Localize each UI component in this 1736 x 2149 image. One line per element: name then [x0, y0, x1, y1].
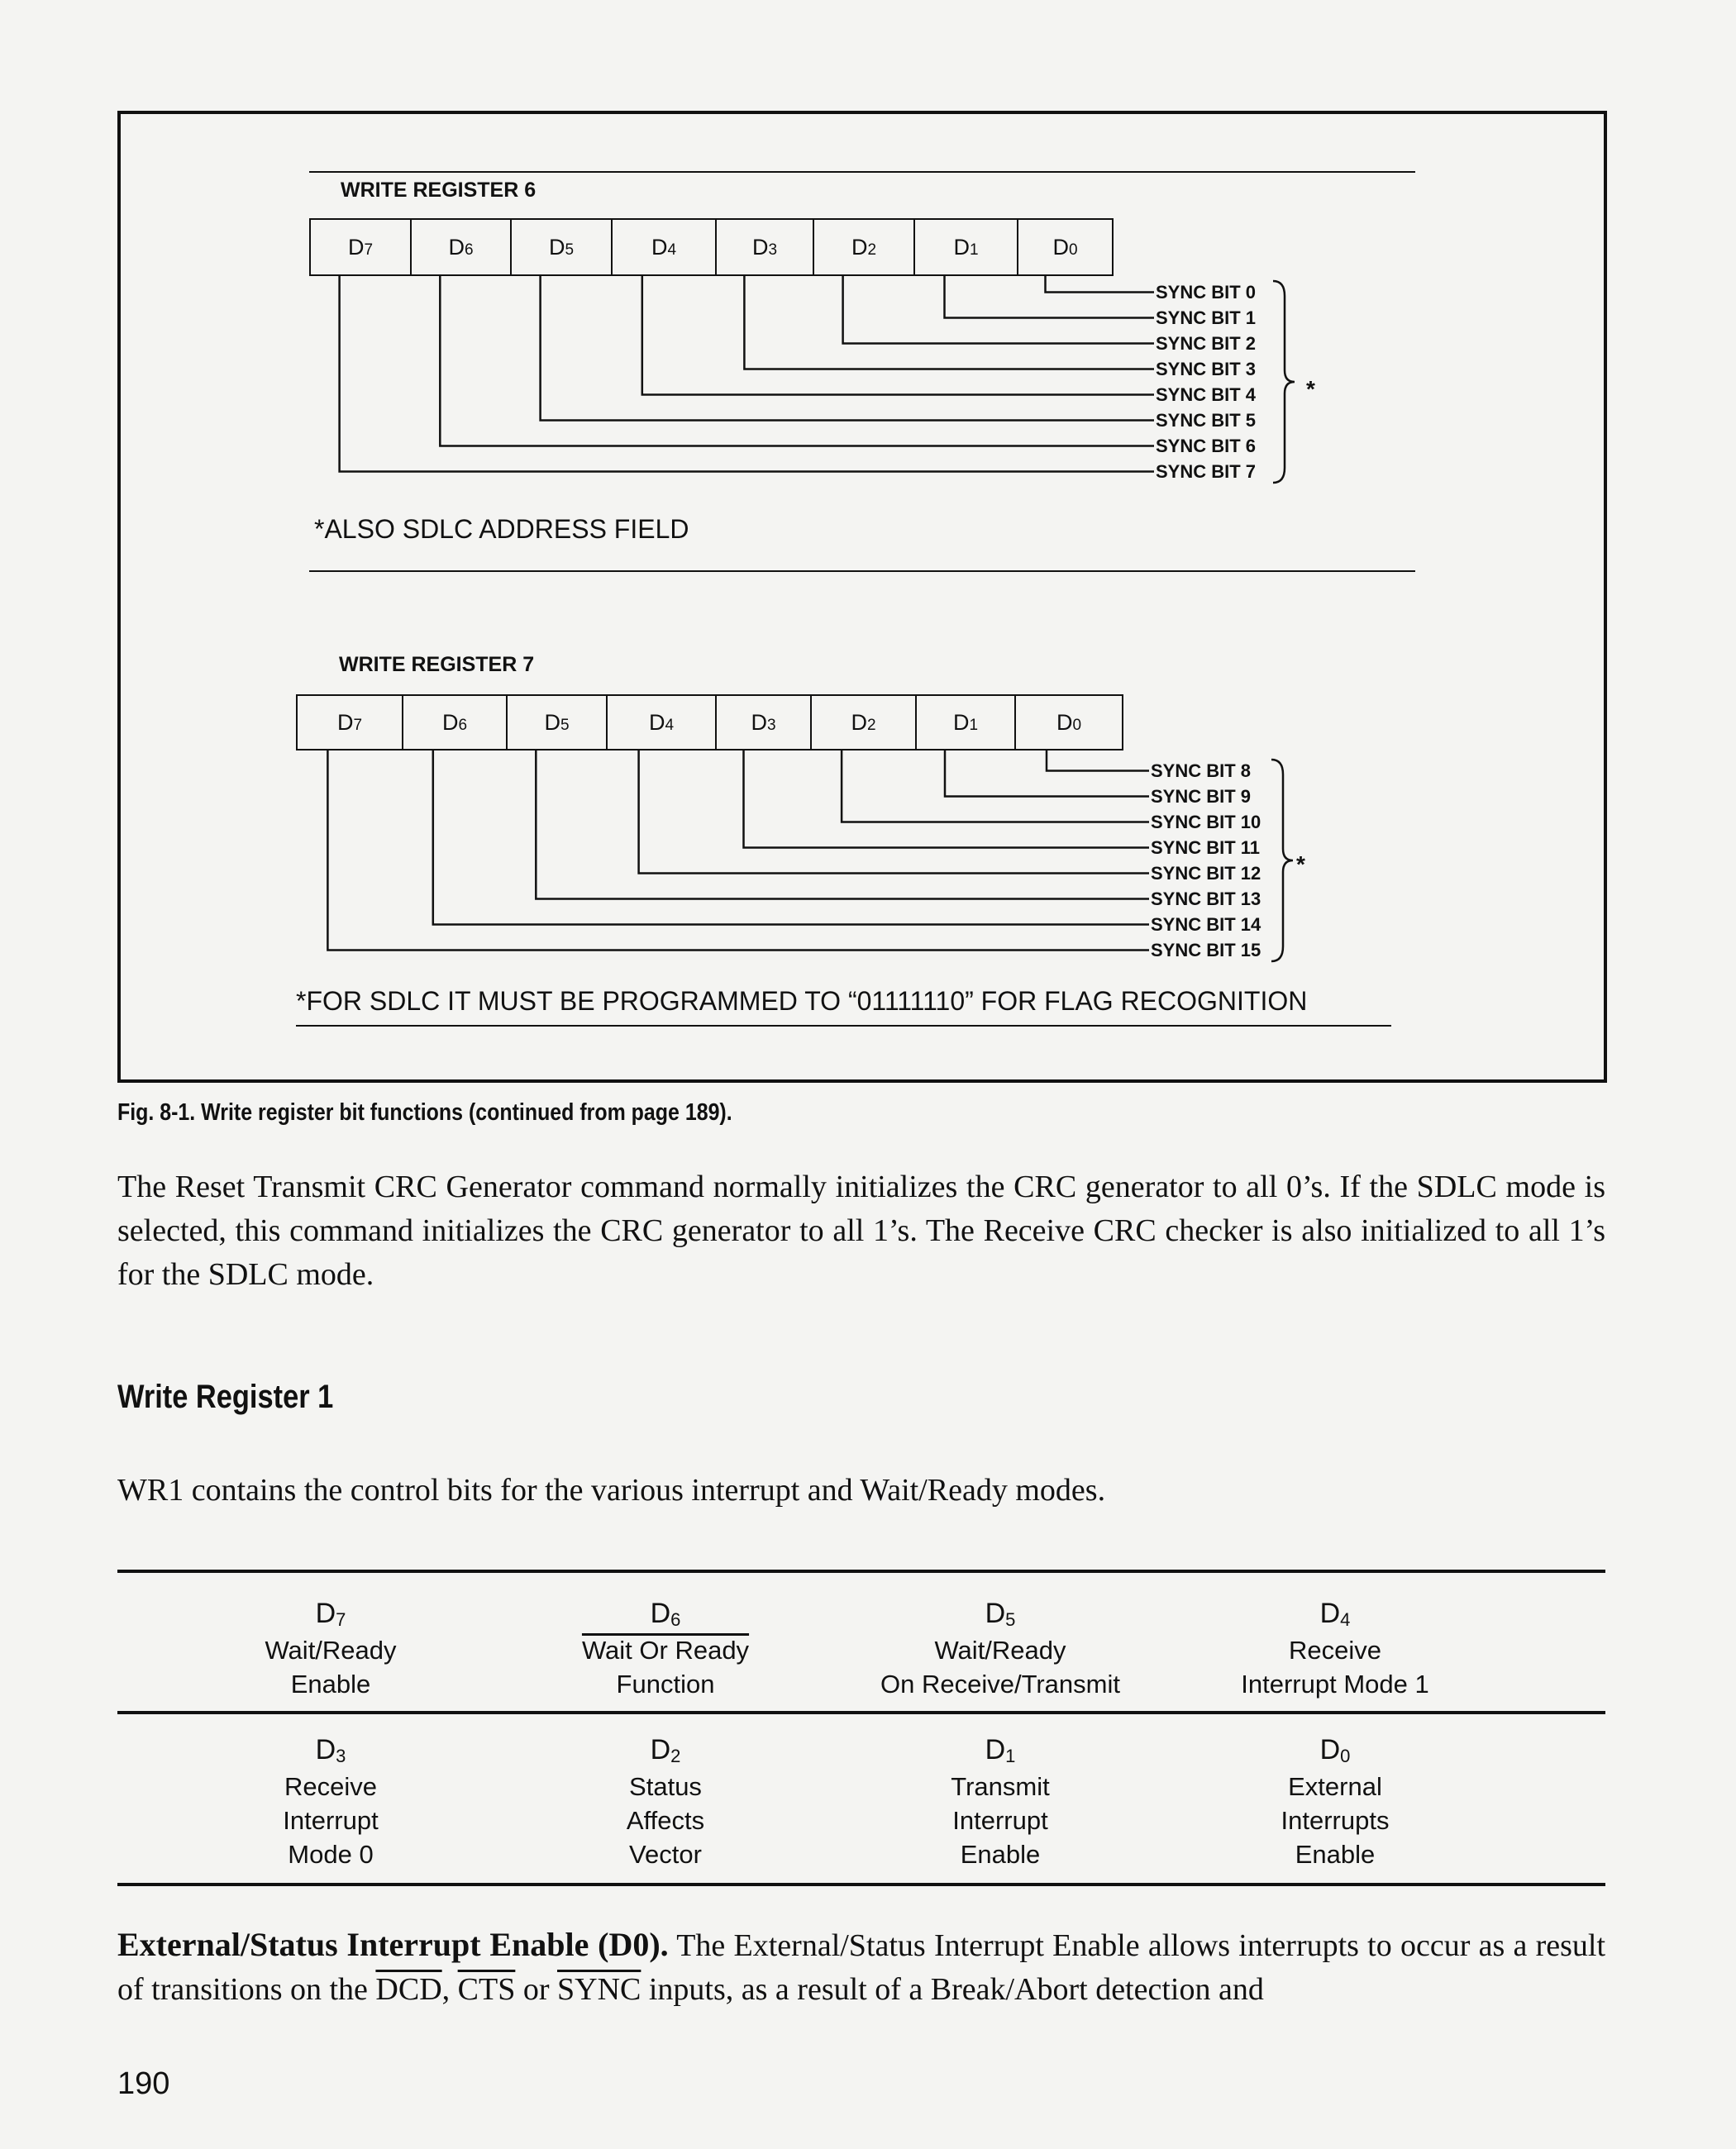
- wr7-sync-label: SYNC BIT 11: [1151, 837, 1261, 858]
- bit-description-line: Mode 0: [288, 1840, 374, 1869]
- bit-description-line: Enable: [960, 1840, 1041, 1869]
- wr6-sync-label: SYNC BIT 5: [1156, 410, 1257, 431]
- term-ext-status: External/Status Interrupt Enable (D0).: [117, 1926, 669, 1963]
- wr7-asterisk: *: [1296, 851, 1305, 877]
- bit-description-line: Interrupt: [283, 1806, 379, 1835]
- wr7-bit-cell-d1: D $_1$: [915, 694, 1016, 750]
- table-cell-d1: [814, 1733, 1186, 1871]
- wr7-sync-label: SYNC BIT 12: [1151, 863, 1261, 884]
- wr6-sync-label: SYNC BIT 1: [1156, 307, 1257, 328]
- wr6-bit-cell-d7: D $_7$: [309, 218, 412, 276]
- table-top-rule: [117, 1570, 1605, 1573]
- page-number: 190: [117, 2066, 170, 2101]
- table-cell-d5: [814, 1597, 1186, 1701]
- wr7-bit-cell-d4: D $_4$: [606, 694, 717, 750]
- paragraph-wr1-intro: WR1 contains the control bits for the various interrupt and Wait/Ready modes.: [117, 1473, 1106, 1508]
- paragraph-reset-crc: The Reset Transmit CRC Generator command normally initializes the CRC generator to all 0’s. If the SDLC mode is selected, this command initializes the CRC generator to all 1’s. The Receive CRC checker is also initialized to all 1’s for the SDLC mode.: [117, 1170, 1605, 1292]
- wr6-bit-cell-d0: D $_0$: [1017, 218, 1114, 276]
- bit-label: $D_7$: [315, 1598, 346, 1630]
- bit-description-line: Interrupts: [1281, 1806, 1390, 1835]
- wr7-leader-line: [842, 750, 1149, 822]
- wr6-footnote: *ALSO SDLC ADDRESS FIELD: [314, 514, 689, 544]
- para3-text-a: The External/Status Interrupt Enable allows interrupts to occur as a result of transitions on the: [117, 1928, 1606, 2007]
- wr6-bit-cell-d4: D $_4$: [611, 218, 717, 276]
- bit-description-line: Receive: [284, 1772, 377, 1801]
- wr7-sync-label: SYNC BIT 13: [1151, 889, 1261, 909]
- wr7-brace: [1271, 760, 1293, 961]
- paragraph-ext-status: [117, 1923, 1605, 2012]
- bit-label: $D_6$: [650, 1598, 681, 1630]
- bit-label: $D_1$: [985, 1734, 1016, 1766]
- wr7-leader-line: [639, 750, 1149, 874]
- wr7-bottom-rule: [296, 1025, 1391, 1027]
- bit-description-line: Interrupt Mode 1: [1241, 1670, 1429, 1699]
- wr7-bit-cell-d0: D $_0$: [1014, 694, 1123, 750]
- wr7-sync-label: SYNC BIT 8: [1151, 760, 1252, 781]
- wr7-leader-line: [327, 750, 1149, 951]
- bit-label: $D_4$: [1319, 1598, 1351, 1630]
- table-cell-d3: [145, 1733, 517, 1871]
- section-heading: Write Register 1: [117, 1379, 334, 1415]
- table-middle-rule: [117, 1711, 1605, 1714]
- wr6-sync-label: SYNC BIT 3: [1156, 359, 1257, 379]
- bit-label: $D_3$: [315, 1734, 346, 1766]
- wr6-sync-label: SYNC BIT 6: [1156, 436, 1257, 456]
- table-cell-d7: [145, 1597, 517, 1701]
- wr7-bit-cell-d2: D $_2$: [810, 694, 917, 750]
- wr6-title: WRITE REGISTER 6: [341, 179, 537, 202]
- bit-description-line: Status: [629, 1772, 702, 1801]
- bit-description-line: Wait/Ready: [934, 1636, 1066, 1665]
- wr7-title: WRITE REGISTER 7: [339, 653, 535, 676]
- bit-label: $D_0$: [1319, 1734, 1351, 1766]
- wr7-bit-cell-d3: D $_3$: [715, 694, 812, 750]
- para3-text-d: inputs, as a result of a Break/Abort detection and: [641, 1972, 1264, 2007]
- dcd-signal: $\overline{DCD}$: [375, 1972, 442, 2007]
- bit-description-line: Enable: [1295, 1840, 1376, 1869]
- bit-description-line: Transmit: [951, 1772, 1050, 1801]
- bit-description-line: Enable: [290, 1670, 371, 1699]
- wr6-bit-cell-d2: D $_2$: [813, 218, 915, 276]
- wr7-sync-label: SYNC BIT 10: [1151, 812, 1261, 832]
- wr6-sync-label: SYNC BIT 2: [1156, 333, 1257, 354]
- wr6-bit-cell-d1: D $_1$: [913, 218, 1018, 276]
- wr6-asterisk: *: [1306, 376, 1315, 402]
- bit-description-line: On Receive/Transmit: [880, 1670, 1120, 1699]
- wr6-bit-cell-d5: D $_5$: [510, 218, 613, 276]
- table-cell-d0: [1149, 1733, 1521, 1871]
- wr6-sync-label: SYNC BIT 4: [1156, 384, 1257, 405]
- sync-signal: SYNC: [557, 1972, 641, 2007]
- wr6-sync-label: SYNC BIT 0: [1156, 282, 1257, 303]
- table-bottom-rule: [117, 1883, 1605, 1886]
- bit-description-line: Wait/Ready: [265, 1636, 397, 1665]
- wr7-sync-label: SYNC BIT 15: [1151, 940, 1261, 960]
- table-cell-d2: [479, 1733, 851, 1871]
- bit-description-line: Affects: [626, 1806, 705, 1835]
- wr7-bit-cell-d5: D $_5$: [506, 694, 608, 750]
- bit-description-line: Interrupt: [952, 1806, 1048, 1835]
- para3-text-c: or: [515, 1972, 557, 2007]
- bit-description-line: Receive: [1289, 1636, 1381, 1665]
- bit-description-line: Wait Or Ready: [581, 1636, 750, 1665]
- wr7-sync-label: SYNC BIT 9: [1151, 786, 1252, 807]
- cts-signal: $\overline{CTS}$: [457, 1972, 516, 2007]
- wr7-sync-label: SYNC BIT 14: [1151, 914, 1261, 935]
- wr6-bit-cell-d6: D $_6$: [410, 218, 512, 276]
- wr7-leader-line: [744, 750, 1150, 848]
- wr7-bit-cell-d6: D $_6$: [402, 694, 508, 750]
- bit-label: $D_2$: [650, 1734, 681, 1766]
- bit-label: $D_5$: [985, 1598, 1016, 1630]
- table-cell-d6: [479, 1597, 851, 1701]
- table-cell-d4: [1149, 1597, 1521, 1701]
- wr7-leader-line: [1047, 750, 1149, 771]
- bit-description-line: Function: [616, 1670, 715, 1699]
- bit-description-line: External: [1288, 1772, 1382, 1801]
- wr7-bit-cell-d7: D $_7$: [296, 694, 403, 750]
- para3-text-b: ,: [441, 1972, 458, 2007]
- wr7-footnote: *FOR SDLC IT MUST BE PROGRAMMED TO “01111110” FOR FLAG RECOGNITION: [296, 986, 1308, 1016]
- figure-caption: Fig. 8-1. Write register bit functions (continued from page 189).: [117, 1099, 732, 1126]
- wr6-bit-cell-d3: D $_3$: [715, 218, 814, 276]
- bit-description-line: Vector: [629, 1840, 702, 1869]
- wr6-sync-label: SYNC BIT 7: [1156, 461, 1257, 482]
- wr7-leader-lines: [0, 0, 1736, 1074]
